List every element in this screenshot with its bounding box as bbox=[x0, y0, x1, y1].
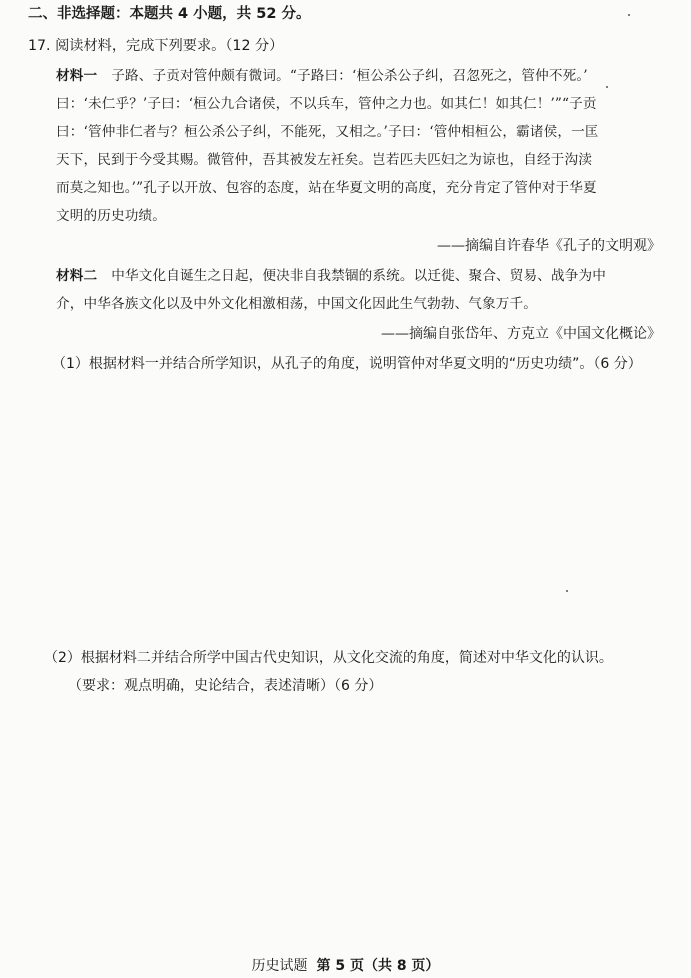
material-one-label: 材料一 bbox=[56, 68, 98, 84]
question-part-2-requirement: （要求：观点明确，史论结合，表述清晰）（6 分） bbox=[68, 678, 383, 694]
question-part-1: （1）根据材料一并结合所学知识，从孔子的角度，说明管仲对华夏文明的“历史功绩”。（6 分） bbox=[52, 356, 642, 372]
question-stem: 17. 阅读材料，完成下列要求。（12 分） bbox=[28, 38, 284, 54]
material-one-source: ——摘编自许春华《孔子的文明观》 bbox=[437, 238, 661, 254]
material-one-line-5: 而莫之知也。’”孔子以开放、包容的态度，站在华夏文明的高度，充分肯定了管仲对于华夏 bbox=[56, 180, 597, 196]
material-two-label: 材料二 bbox=[56, 268, 98, 284]
material-one-line-1: 材料一 子路、子贡对管仲颇有微词。“子路曰：‘桓公杀公子纠，召忽死之，管仲不死。’ bbox=[56, 68, 588, 84]
material-two-line-1: 材料二 中华文化自诞生之日起，便决非自我禁锢的系统。以迁徙、聚合、贸易、战争为中 bbox=[56, 268, 607, 284]
footer-page-number: 第 5 页（共 8 页） bbox=[316, 958, 440, 974]
material-two-line-2: 介，中华各族文化以及中外文化相激相荡，中国文化因此生气勃勃、气象万千。 bbox=[56, 296, 538, 312]
section-title: 二、非选择题：本题共 4 小题，共 52 分。 bbox=[28, 6, 311, 22]
material-one-line-4: 天下，民到于今受其赐。微管仲，吾其被发左衽矣。岂若匹夫匹妇之为谅也，自经于沟渎 bbox=[56, 152, 593, 168]
material-one-line-3: 曰：‘管仲非仁者与？桓公杀公子纠，不能死，又相之。’子曰：‘管仲相桓公，霸诸侯，一匡 bbox=[56, 124, 599, 140]
page-footer bbox=[0, 955, 691, 975]
material-one-line-2: 曰：‘未仁乎？’子曰：‘桓公九合诸侯，不以兵车，管仲之力也。如其仁！如其仁！’”“子贡 bbox=[56, 96, 597, 112]
material-one-line-6: 文明的历史功绩。 bbox=[56, 208, 166, 224]
scan-speck bbox=[606, 86, 608, 88]
footer-subject: 历史试题 bbox=[251, 958, 308, 974]
scan-speck bbox=[566, 590, 568, 592]
scan-speck bbox=[628, 14, 630, 16]
question-part-2: （2）根据材料二并结合所学中国古代史知识，从文化交流的角度，简述对中华文化的认识。 bbox=[44, 650, 613, 666]
material-two-source: ——摘编自张岱年、方克立《中国文化概论》 bbox=[381, 326, 661, 342]
